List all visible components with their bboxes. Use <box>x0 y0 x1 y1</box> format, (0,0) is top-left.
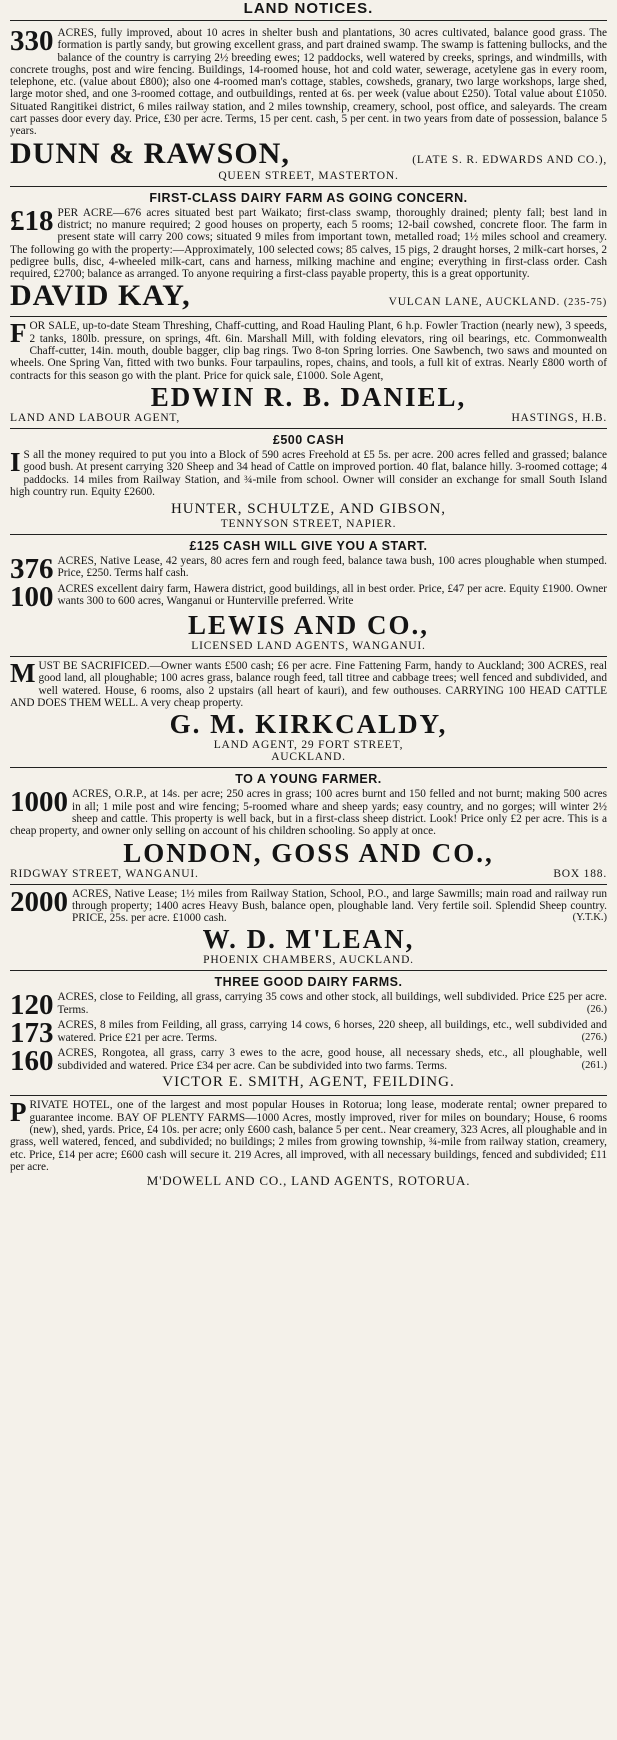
drop-cap: F <box>10 318 27 349</box>
advertiser-row <box>10 280 607 312</box>
advertiser-name: HUNTER, SCHULTZE, AND GIBSON, <box>170 501 447 518</box>
ad-body <box>10 204 607 281</box>
advertiser-name: DAVID KAY, <box>10 279 191 313</box>
ad-body <box>10 1099 607 1173</box>
ad-dunn-rawson <box>10 24 607 187</box>
advertiser-name: LEWIS AND CO., <box>187 610 430 641</box>
listing-text: ACRES, 8 miles from Feilding, all grass, carrying 14 cows, 6 horses, 220 sheep, all buildings, etc., well subdivided and watered. Price £21 per acre. Terms. <box>57 1019 607 1044</box>
advertiser-name: M'DOWELL AND CO., LAND AGENTS, ROTORUA. <box>146 1173 471 1189</box>
ad-body <box>10 885 607 925</box>
advertiser-row <box>10 868 607 880</box>
advertiser-address-line-2: AUCKLAND. <box>271 751 346 764</box>
ad-text: ACRES, fully improved, about 10 acres in shelter bush and plantations, 30 acres cultivated, balance good grass. The formation is partly sandy, but growing excellent grass, and part drained swamp. The swamp is fattening bullocks, and the balance of the country is carrying 2½ breeding ewes; 12 paddocks, well watered by creeks, springs, and windmills, with concrete troughs, post and wire fencing. Buildings, 14-roomed house, hot and cold water, sewerage, acetylene gas in every room, telephone, etc. (value about £800); also one 4-roomed man's cottage, stables, cowsheds, granary, two large workshops, large shed, large motor shed, and one 3-roomed cottage, and outbuildings, rented at 6s. per week (value about £250). Total value about £1050. Situated Rangitikei district, 6 miles railway station, and 2 miles township, creamery, school, post office, and saleyards. The cream cart passes door every day. Price, £30 per acre. Terms, 15 per cent. cash, 5 per cent. in two years from date of possession, balance 5 years. <box>10 27 607 138</box>
advertiser-title: LAND AND LABOUR AGENT, <box>10 411 181 424</box>
acreage-number: 376 <box>10 555 54 583</box>
advertiser-name: VICTOR E. SMITH, AGENT, FEILDING. <box>162 1074 455 1091</box>
ad-text: ACRES, O.R.P., at 14s. per acre; 250 acres in grass; 100 acres burnt and 150 felled and not burnt; making 500 acres in all; 1 mile post and wire fencing; 5-roomed whare and sheep yards; easy country, and no gorges; will winter 2½ sheep and cattle. This property is well back, but in a first-class sheep district. Look! Price only £2 per acre. This is a cheap property, and owner only selling on account of his children schooling. So apply at once. <box>10 788 607 838</box>
acreage-number: 120 <box>10 991 54 1019</box>
ad-hunter-schultze <box>10 429 607 535</box>
price-number: £18 <box>10 204 54 237</box>
ad-body <box>10 320 607 381</box>
ad-body <box>10 27 607 138</box>
ad-text: ACRES, Native Lease; 1½ miles from Railway Station, School, P.O., and large Sawmills; main road and railway run through property; 1400 acres Heavy Bush, balance open, ploughable land. Very fertile soil. Splendid Sheep country. PRICE, 25s. per acre. £1000 cash. <box>72 887 607 925</box>
ad-body <box>10 788 607 837</box>
ad-text: PER ACRE—676 acres situated best part Waikato; first-class swamp, thoroughly drained; plenty fall; best land in district; no manure required; 2 good houses on property, each 5 rooms; 12-bail cowshed, concrete floor. The farm in present state will carry 200 cows; situated 9 miles from important town, metalled road; 1½ miles school and creamery. The following go with the property:—Approximately, 100 selected cows; 85 calves, 15 pigs, 2 draught horses, 2 milk-cart horses, 2 pedigree bulls, disc, 4-wheeled milk-cart, cans and harness, milking machine and engine; everything in first-class order. Cash required, £2700; balance as arranged. To anyone requiring a first-class payable property, this is a great opportunity. <box>10 206 607 281</box>
advertiser-address: RIDGWAY STREET, WANGANUI. <box>10 867 199 880</box>
ad-code: (235-75) <box>563 297 607 309</box>
ad-code: (276.) <box>581 1031 607 1043</box>
ad-text: RIVATE HOTEL, one of the largest and most popular Houses in Rotorua; long lease, moderate rental; owner prepared to guarantee income. BAY OF PLENTY FARMS—1000 Acres, mostly improved, river for miles on boundary; House, 6 rooms (new), shed, yards. Price, £4 10s. per acre; only £600 cash, balance 5 per cent.. Near creamery, 323 Acres, all ploughable and in grass, well watered, fenced, and subdivided; no buildings; 2 miles from growing township, ¾-mile from railway station, creamery, etc. Price, £14 per acre; £600 cash will secure it. 219 Acres, all improved, with all necessary buildings, fenced and subdivided; £11 per acre. <box>10 1099 607 1173</box>
ad-edwin-daniel <box>10 317 607 428</box>
ad-body <box>10 660 607 709</box>
ad-david-kay <box>10 187 607 318</box>
acreage-number: 2000 <box>10 885 68 918</box>
ad-heading: THREE GOOD DAIRY FARMS. <box>214 975 403 990</box>
advertiser-address: PHOENIX CHAMBERS, AUCKLAND. <box>203 954 414 967</box>
advertiser-name: G. M. KIRKCALDY, <box>169 709 448 740</box>
ad-heading: FIRST-CLASS DAIRY FARM AS GOING CONCERN. <box>149 190 468 205</box>
advertiser-subline: LICENSED LAND AGENTS, WANGANUI. <box>191 640 426 653</box>
ad-text: OR SALE, up-to-date Steam Threshing, Chaff-cutting, and Road Hauling Plant, 6 h.p. Fowler Traction (nearly new), 3 speeds, 2 tanks, 180lb. pressure, on springs, 4ft. 6in. Marshall Mill, with folding elevators, ring oil bearings, etc. Commonwealth Chaff-cutter, 14in. mouth, double bagger, clip bag rings. Two 8-ton Spring lorries. One Sawbench, two saws and mounted on wheels. One Spring Van, fitted with two bunks. Four tarpaulins, ropes, chains, and tools, a full kit of extras. Nearly £800 worth of contracts for this season go with the plant. Price for quick sale, £1000. Sole Agent, <box>10 320 607 382</box>
acreage-number: 160 <box>10 1047 54 1075</box>
advertiser-address: QUEEN STREET, MASTERTON. <box>218 169 399 182</box>
acreage-number: 330 <box>10 25 54 57</box>
ad-code: (Y.T.K.) <box>572 912 607 924</box>
listing-item <box>10 1047 607 1074</box>
advertiser-name: W. D. M'LEAN, <box>202 924 415 955</box>
ad-victor-smith <box>10 971 607 1096</box>
listing-item <box>10 1019 607 1046</box>
drop-cap: I <box>10 446 21 477</box>
listing-text: ACRES excellent dairy farm, Hawera district, good buildings, all in best order. Price, £47 per acre. Equity £1900. Owner wants 300 to 600 acres, Wanganui or Hunterville preferred. Write <box>57 583 607 608</box>
advertiser-address <box>389 296 607 308</box>
listing-text: ACRES, Native Lease, 42 years, 80 acres fern and rough feed, balance tawa bush, 100 acres ploughable when stumped. Price, £250. Terms half cash. <box>57 555 607 580</box>
listing-item <box>10 991 607 1018</box>
acreage-number: 100 <box>10 583 54 611</box>
section-masthead: LAND NOTICES. <box>10 0 607 21</box>
ad-text: S all the money required to put you into a Block of 590 acres Freehold at £5 5s. per acre. 200 acres felled and grassed; balance good bush. At present carrying 320 Sheep and 34 head of Cattle on improved portion. 40 flat, balance hilly. 3-roomed cottage; 4 paddocks. 14 miles from Railway Station, and ¾-mile from school. Owner will consider an exchange for small South Island high country run. Equity £2600. <box>10 448 607 498</box>
listing-item <box>10 555 607 582</box>
ad-heading: £500 CASH <box>272 432 345 447</box>
advertiser-town: HASTINGS, H.B. <box>511 411 607 424</box>
ad-mdowell <box>10 1096 607 1193</box>
drop-cap: P <box>10 1097 27 1128</box>
acreage-number: 173 <box>10 1019 54 1047</box>
advertiser-name: DUNN & RAWSON, <box>10 136 290 170</box>
newspaper-page <box>6 0 611 1193</box>
drop-cap: M <box>10 658 36 689</box>
listing-item <box>10 583 607 610</box>
ad-text: UST BE SACRIFICED.—Owner wants £500 cash; £6 per acre. Fine Fattening Farm, handy to Auckland; 300 ACRES, real good land, all ploughable; 100 acres grass, balance rough feed, tall titree and cabbage trees; well fenced and subdivided, and well watered. House, 6 rooms, also 2 upstairs (all heart of kauri), and few outhouses. CARRYING 100 HEAD CATTLE AND DOES THEM WELL. A very cheap property. <box>10 660 607 710</box>
ad-code: (26.) <box>586 1003 607 1015</box>
advertiser-note: (LATE S. R. EDWARDS AND CO.), <box>412 153 607 166</box>
address-text: VULCAN LANE, AUCKLAND. <box>388 296 561 309</box>
ad-london-goss <box>10 768 607 884</box>
advertiser-name: LONDON, GOSS AND CO., <box>123 837 494 868</box>
advertiser-box: BOX 188. <box>553 867 607 880</box>
ad-body <box>10 446 607 498</box>
advertiser-name: EDWIN R. B. DANIEL, <box>150 381 467 412</box>
acreage-number: 1000 <box>10 786 68 819</box>
ad-mlean <box>10 885 607 972</box>
listing-text: ACRES, Rongotea, all grass, carry 3 ewes to the acre, good house, all necessary sheds, etc., all ploughable, well subdivided and watered. Price £34 per acre. Can be subdivided into two farms. Terms. <box>57 1047 607 1072</box>
listing-text: ACRES, close to Feilding, all grass, carrying 35 cows and other stock, all buildings, well subdivided. Price £25 per acre. Terms. <box>57 991 607 1016</box>
advertiser-row <box>10 138 607 170</box>
ad-heading: £125 CASH WILL GIVE YOU A START. <box>189 539 428 554</box>
advertiser-address-line-1: LAND AGENT, 29 FORT STREET, <box>213 739 404 752</box>
ad-lewis-co <box>10 535 607 657</box>
ad-heading: TO A YOUNG FARMER. <box>235 772 382 787</box>
ad-code: (261.) <box>581 1059 607 1071</box>
ad-kirkcaldy <box>10 657 607 768</box>
advertiser-row <box>10 412 607 424</box>
advertiser-address: TENNYSON STREET, NAPIER. <box>220 518 397 531</box>
